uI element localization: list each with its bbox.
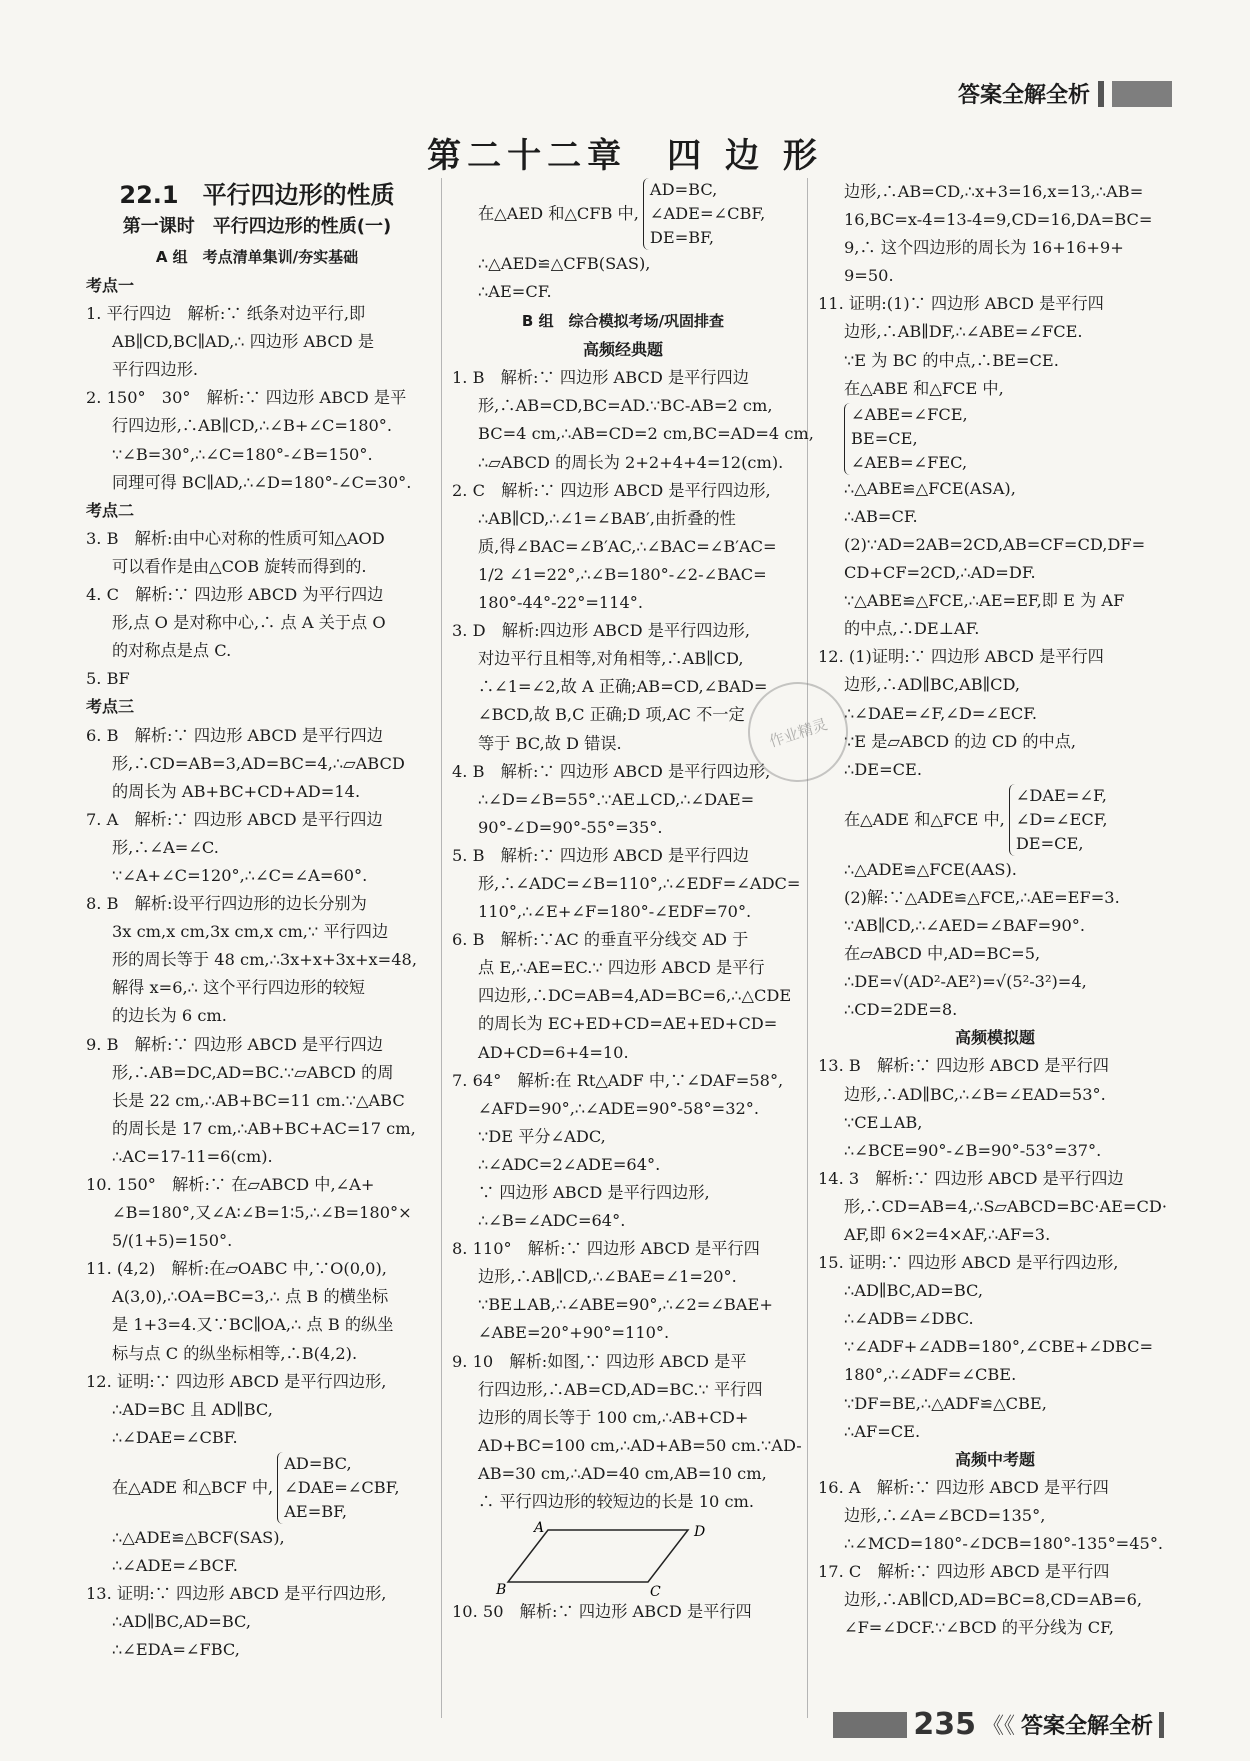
answer-line: 11. 证明:(1)∵ 四边形 ABCD 是平行四 [818, 294, 1104, 314]
answer-line: 5. BF [86, 669, 130, 689]
answer-line: ∴△ADE≌△FCE(AAS). [844, 859, 1017, 879]
answer-line: ∴ 平行四边形的较短边的长是 10 cm. [478, 1492, 755, 1512]
answer-line: ∠F=∠DCF.∵∠BCD 的平分线为 CF, [844, 1618, 1115, 1638]
answer-line: 2. 150° 30° 解析:∵ 四边形 ABCD 是平 [86, 388, 407, 408]
answer-line: (2)∵AD=2AB=2CD,AB=CF=CD,DF= [844, 534, 1146, 554]
vertex-label-c: C [650, 1584, 661, 1601]
answer-line: ∴∠DAE=∠F,∠D=∠ECF. [844, 703, 1038, 723]
brace-item: DE=BF, [649, 228, 715, 247]
header-bar [1112, 81, 1172, 107]
answer-line: 行四边形,∴AB∥CD,∴∠B+∠C=180°. [112, 416, 393, 436]
answer-line: 3. D 解析:四边形 ABCD 是平行四边形, [452, 621, 750, 641]
answer-line: 2. C 解析:∵ 四边形 ABCD 是平行四边形, [452, 480, 771, 500]
answer-line: ∴AF=CE. [844, 1421, 921, 1441]
answer-line: ∴∠1=∠2,故 A 正确;AB=CD,∠BAD= [478, 677, 768, 697]
answer-line: 7. 64° 解析:在 Rt△ADF 中,∵∠DAF=58°, [452, 1070, 784, 1090]
answer-line: 5/(1+5)=150°. [112, 1231, 233, 1251]
footer-bar [833, 1712, 907, 1738]
answer-line: ∵DE 平分∠ADC, [478, 1126, 606, 1146]
brace-items [277, 1452, 399, 1524]
answer-line: 标与点 C 的纵坐标相等,∴B(4,2). [112, 1343, 358, 1363]
answer-line: ∴∠ADB=∠DBC. [844, 1309, 974, 1329]
answer-line: 边形,∴AB∥DF,∴∠ABE=∠FCE. [844, 322, 1083, 342]
answer-lines [818, 475, 1172, 784]
answer-line: 对边平行且相等,对角相等,∴AB∥CD, [478, 649, 744, 669]
answer-line: ∴AD=BC 且 AD∥BC, [112, 1399, 273, 1419]
answer-lines [818, 856, 1172, 1025]
brace-items [643, 178, 765, 250]
answer-line: 形,∴AB=CD,BC=AD.∵BC-AB=2 cm, [478, 396, 773, 416]
chapter-title: 第二十二章 四 边 形 [427, 136, 823, 176]
answer-line: 形,∴CD=AB=3,AD=BC=4,∴▱ABCD [112, 753, 405, 773]
subsection-title: 高频经典题 [582, 340, 663, 360]
answer-line: ∵AB∥CD,∴∠AED=∠BAF=90°. [844, 915, 1085, 935]
answer-line: ∴AB=CF. [844, 506, 918, 526]
answer-lines [818, 178, 1172, 403]
answer-line: 12. 证明:∵ 四边形 ABCD 是平行四边形, [86, 1371, 387, 1391]
brace-lead: 在△ADE 和△FCE 中, [844, 809, 1005, 829]
answer-lines [86, 272, 428, 1452]
answer-line: 形,点 O 是对称中心,∴ 点 A 关于点 O [112, 613, 386, 633]
answer-line: 的周长是 17 cm,∴AB+BC+AC=17 cm, [112, 1118, 416, 1138]
stamp-text: 作业精灵 [766, 714, 830, 751]
answer-lines [818, 1474, 1172, 1643]
answer-line: ∠BCD,故 B,C 正确;D 项,AC 不一定 [478, 705, 745, 725]
brace-item: AD=BC, [649, 180, 718, 199]
answer-line: ∵ 四边形 ABCD 是平行四边形, [478, 1183, 710, 1202]
answer-line: 9=50. [844, 266, 894, 286]
header-separator [1098, 81, 1104, 107]
answer-line: ∴∠MCD=180°-∠DCB=180°-135°=45°. [844, 1534, 1164, 1554]
parallelogram-shape [508, 1530, 688, 1582]
answer-line: ∵BE⊥AB,∴∠ABE=90°,∴∠2=∠BAE+ [478, 1295, 773, 1315]
proof-brace [86, 1452, 428, 1524]
answer-line: 9. 10 解析:如图,∵ 四边形 ABCD 是平 [452, 1351, 747, 1371]
brace-item: ∠AEB=∠FEC, [851, 452, 968, 472]
brace-items [1009, 784, 1108, 856]
group-b-title: B 组 综合模拟考场/巩固排查 [521, 312, 725, 331]
brace-item: ∠D=∠ECF, [1015, 809, 1108, 829]
footer-text: 答案全解全析 [1020, 1714, 1153, 1739]
answer-line: AB=30 cm,∴AD=40 cm,AB=10 cm, [478, 1463, 767, 1483]
brace-item: AD=BC, [284, 1453, 352, 1473]
answer-line: 边形,∴AD∥BC,AB∥CD, [844, 675, 1020, 695]
answer-line: ∴AB∥CD,∴∠1=∠BAB′,由折叠的性 [478, 508, 736, 528]
answer-line: 在△ABE 和△FCE 中, [844, 378, 1004, 398]
answer-line: ∴AD∥BC,AD=BC, [844, 1281, 983, 1301]
column-divider [441, 178, 442, 1718]
answer-line: ∴DE=√(AD²-AE²)=√(5²-3²)=4, [844, 972, 1087, 992]
answer-line: ∠AFD=90°,∴∠ADE=90°-58°=32°. [478, 1098, 760, 1118]
page-number: 235 [913, 1707, 976, 1742]
brace-lead: 在△ADE 和△BCF 中, [112, 1477, 274, 1497]
answer-line: ∴∠BCE=90°-∠B=90°-53°=37°. [844, 1140, 1102, 1160]
answer-line: ∴AC=17-11=6(cm). [112, 1146, 273, 1166]
answer-line: ∴∠ADC=2∠ADE=64°. [478, 1154, 661, 1174]
column-1 [86, 178, 428, 1664]
answer-line: 5. B 解析:∵ 四边形 ABCD 是平行四边 [452, 845, 749, 865]
answer-line: 等于 BC,故 D 错误. [478, 733, 622, 753]
answer-line: ∴CD=2DE=8. [844, 1000, 958, 1020]
group-a-title: A 组 考点清单集训/夯实基础 [155, 248, 359, 266]
brace-lead: 在△AED 和△CFB 中, [478, 203, 639, 223]
brace-item: DE=CE, [1015, 833, 1084, 853]
answer-line: 6. B 解析:∵AC 的垂直平分线交 AD 于 [452, 930, 749, 950]
answer-line: 点 E,∴AE=EC.∵ 四边形 ABCD 是平行 [478, 958, 765, 978]
answer-line: 边形,∴AB∥CD,AD=BC=8,CD=AB=6, [844, 1590, 1143, 1610]
answer-line: 14. 3 解析:∵ 四边形 ABCD 是平行四边 [818, 1168, 1124, 1188]
answer-line: 180°,∴∠ADF=∠CBE. [844, 1365, 1017, 1385]
answer-line: ∴AD∥BC,AD=BC, [112, 1612, 251, 1632]
answer-line: ∴▱ABCD 的周长为 2+2+4+4=12(cm). [478, 452, 784, 472]
answer-line: ∴∠DAE=∠CBF. [112, 1427, 238, 1447]
answer-line: 3. B 解析:由中心对称的性质可知△AOD [86, 528, 385, 548]
answer-line: 9. B 解析:∵ 四边形 ABCD 是平行四边 [86, 1034, 383, 1054]
answer-line: ∴∠B=∠ADC=64°. [478, 1211, 626, 1231]
answer-line: 解得 x=6,∴ 这个平行四边形的较短 [112, 978, 365, 998]
answer-lines [86, 1524, 428, 1664]
answer-line: 的周长为 AB+BC+CD+AD=14. [112, 781, 361, 801]
answer-line: ∴△ABE≌△FCE(ASA), [844, 478, 1016, 498]
topic-heading: 考点一 [86, 276, 135, 295]
answer-line: ∵△ABE≌△FCE,∴AE=EF,即 E 为 AF [844, 591, 1125, 611]
vertex-label-b: B [496, 1582, 507, 1599]
answer-line: 1. 平行四边 解析:∵ 纸条对边平行,即 [86, 304, 366, 324]
page-footer [833, 1707, 1164, 1742]
answer-line: 边形,∴AB=CD,∴x+3=16,x=13,∴AB= [844, 182, 1144, 201]
answer-line: 是 1+3=4.又∵BC∥OA,∴ 点 B 的纵坐 [112, 1315, 394, 1335]
vertex-label-a: A [534, 1520, 545, 1537]
answer-lines [452, 250, 794, 306]
answer-line: 10. 50 解析:∵ 四边形 ABCD 是平行四 [452, 1602, 752, 1622]
proof-brace [818, 403, 1172, 475]
answer-line: ∴△AED≌△CFB(SAS), [478, 254, 651, 273]
answer-lines [452, 1598, 794, 1626]
answer-line: ∵∠B=30°,∴∠C=180°-∠B=150°. [112, 444, 373, 464]
answer-line: 8. B 解析:设平行四边形的边长分别为 [86, 894, 367, 914]
answer-line: 13. 证明:∵ 四边形 ABCD 是平行四边形, [86, 1584, 387, 1604]
answer-line: 16,BC=x-4=13-4=9,CD=16,DA=BC= [844, 210, 1153, 230]
answer-line: 可以看作是由△COB 旋转而得到的. [112, 556, 367, 576]
vertex-label-d: D [694, 1524, 706, 1541]
answer-line: 边形的周长等于 100 cm,∴AB+CD+ [478, 1407, 749, 1427]
answer-lines [818, 1052, 1172, 1445]
answer-line: 在▱ABCD 中,AD=BC=5, [844, 944, 1041, 964]
answer-line: 质,得∠BAC=∠B′AC,∴∠BAC=∠B′AC= [478, 536, 777, 556]
subsection-title: 高频中考题 [954, 1449, 1035, 1469]
answer-line: ∴∠D=∠B=55°.∵AE⊥CD,∴∠DAE= [478, 789, 755, 809]
answer-line: 1. B 解析:∵ 四边形 ABCD 是平行四边 [452, 368, 749, 388]
answer-line: ∴∠EDA=∠FBC, [112, 1640, 240, 1660]
brace-item: ∠ABE=∠FCE, [851, 404, 968, 424]
answer-line: 15. 证明:∵ 四边形 ABCD 是平行四边形, [818, 1253, 1119, 1273]
answer-line: 1/2 ∠1=22°,∴∠B=180°-∠2-∠BAC= [478, 564, 767, 584]
answer-line: 17. C 解析:∵ 四边形 ABCD 是平行四 [818, 1562, 1110, 1582]
answer-line: 13. B 解析:∵ 四边形 ABCD 是平行四 [818, 1056, 1109, 1076]
proof-brace [818, 784, 1172, 856]
parallelogram-figure [496, 1520, 728, 1601]
column-3 [818, 178, 1172, 1642]
header-text: 答案全解全析 [957, 83, 1090, 108]
answer-line: 7. A 解析:∵ 四边形 ABCD 是平行四边 [86, 809, 383, 829]
answer-line: 边形,∴∠A=∠BCD=135°, [844, 1505, 1046, 1525]
answer-line: 的中点,∴DE⊥AF. [844, 619, 980, 639]
answer-line: 110°,∴∠E+∠F=180°-∠EDF=70°. [478, 902, 752, 922]
proof-brace [452, 178, 794, 250]
answer-line: AD+BC=100 cm,∴AD+AB=50 cm.∵AD- [478, 1435, 802, 1455]
answer-line: ∵E 是▱ABCD 的边 CD 的中点, [844, 731, 1077, 751]
answer-line: ∵CE⊥AB, [844, 1112, 923, 1132]
answer-line: 长是 22 cm,∴AB+BC=11 cm.∵△ABC [112, 1090, 405, 1110]
answer-line: AD+CD=6+4=10. [478, 1042, 629, 1062]
answer-line: 4. B 解析:∵ 四边形 ABCD 是平行四边形, [452, 761, 771, 781]
answer-line: 90°-∠D=90°-55°=35°. [478, 817, 663, 837]
answer-line: 形,∴AB=DC,AD=BC.∵▱ABCD 的周 [112, 1062, 394, 1082]
answer-line: 4. C 解析:∵ 四边形 ABCD 为平行四边 [86, 585, 384, 605]
brace-item: BE=CE, [851, 428, 918, 448]
answer-line: ∠ABE=20°+90°=110°. [478, 1323, 670, 1343]
answer-line: ∠B=180°,又∠A∶∠B=1∶5,∴∠B=180°× [112, 1203, 412, 1223]
answer-line: ∵∠A+∠C=120°,∴∠C=∠A=60°. [112, 865, 368, 885]
subsection-title: 高频模拟题 [954, 1028, 1035, 1048]
column-divider [807, 178, 808, 1718]
answer-line: 10. 150° 解析:∵ 在▱ABCD 中,∠A+ [86, 1175, 375, 1194]
answer-line: ∴AE=CF. [478, 282, 552, 302]
brace-item: ∠ADE=∠CBF, [649, 204, 766, 223]
answer-line: 行四边形,∴AB=CD,AD=BC.∵ 平行四 [478, 1379, 763, 1399]
answer-line: ∵DF=BE,∴△ADF≌△CBE, [844, 1393, 1047, 1413]
answer-line: 180°-44°-22°=114°. [478, 593, 644, 613]
brace-items [844, 403, 968, 475]
answer-line: AF,即 6×2=4×AF,∴AF=3. [844, 1225, 1051, 1244]
answer-line: 平行四边形. [112, 360, 199, 380]
answer-line: (2)解:∵△ADE≌△FCE,∴AE=EF=3. [844, 887, 1120, 907]
brace-item: AE=BF, [284, 1501, 348, 1521]
topic-heading: 考点三 [86, 697, 135, 717]
answer-line: ∵∠ADF+∠ADB=180°,∠CBE+∠DBC= [844, 1337, 1154, 1357]
answer-line: AB∥CD,BC∥AD,∴ 四边形 ABCD 是 [112, 332, 375, 352]
answer-line: 6. B 解析:∵ 四边形 ABCD 是平行四边 [86, 725, 383, 745]
answer-line: 12. (1)证明:∵ 四边形 ABCD 是平行四 [818, 647, 1104, 667]
answer-line: 边形,∴AB∥CD,∴∠BAE=∠1=20°. [478, 1267, 737, 1287]
topic-heading: 考点二 [86, 500, 135, 520]
answer-line: CD+CF=2CD,∴AD=DF. [844, 563, 1036, 583]
section-title: 22.1 平行四边形的性质 [119, 181, 395, 209]
answer-line: 边形,∴AD∥BC,∴∠B=∠EAD=53°. [844, 1084, 1106, 1104]
answer-line: 8. 110° 解析:∵ 四边形 ABCD 是平行四 [452, 1239, 760, 1259]
answer-line: ∴∠ADE=∠BCF. [112, 1556, 238, 1576]
answer-line: ∴DE=CE. [844, 759, 923, 779]
answer-line: A(3,0),∴OA=BC=3,∴ 点 B 的横坐标 [112, 1287, 389, 1307]
page-header [958, 78, 1172, 109]
answer-line: 11. (4,2) 解析:在▱OABC 中,∵O(0,0), [86, 1259, 387, 1279]
answer-line: 四边形,∴DC=AB=4,AD=BC=6,∴△CDE [478, 986, 792, 1006]
answer-line: 3x cm,x cm,3x cm,x cm,∵ 平行四边 [112, 922, 389, 942]
answer-line: 同理可得 BC∥AD,∴∠D=180°-∠C=30°. [112, 472, 412, 492]
brace-item: ∠DAE=∠CBF, [284, 1477, 400, 1497]
double-chevron-icon: 《《 [981, 1714, 1015, 1739]
lesson-title: 第一课时 平行四边形的性质(一) [122, 216, 392, 237]
answer-line: ∵E 为 BC 的中点,∴BE=CE. [844, 350, 1059, 370]
answer-line: 16. A 解析:∵ 四边形 ABCD 是平行四 [818, 1477, 1109, 1497]
answer-line: 的边长为 6 cm. [112, 1006, 227, 1026]
answer-line: ∴△ADE≌△BCF(SAS), [112, 1527, 285, 1547]
answer-line: BC=4 cm,∴AB=CD=2 cm,BC=AD=4 cm, [478, 424, 814, 444]
brace-item: ∠DAE=∠F, [1015, 785, 1107, 805]
answer-line: 的周长为 EC+ED+CD=AE+ED+CD= [478, 1014, 778, 1034]
answer-line: 形,∴CD=AB=4,∴S▱ABCD=BC·AE=CD· [844, 1196, 1167, 1216]
answer-line: 的对称点是点 C. [112, 641, 232, 661]
footer-separator [1159, 1712, 1164, 1738]
answer-line: 形,∴∠ADC=∠B=110°,∴∠EDF=∠ADC= [478, 873, 801, 893]
answer-line: 9,∴ 这个四边形的周长为 16+16+9+ [844, 238, 1124, 258]
answer-line: 形的周长等于 48 cm,∴3x+x+3x+x=48, [112, 950, 417, 970]
answer-line: 形,∴∠A=∠C. [112, 837, 219, 857]
